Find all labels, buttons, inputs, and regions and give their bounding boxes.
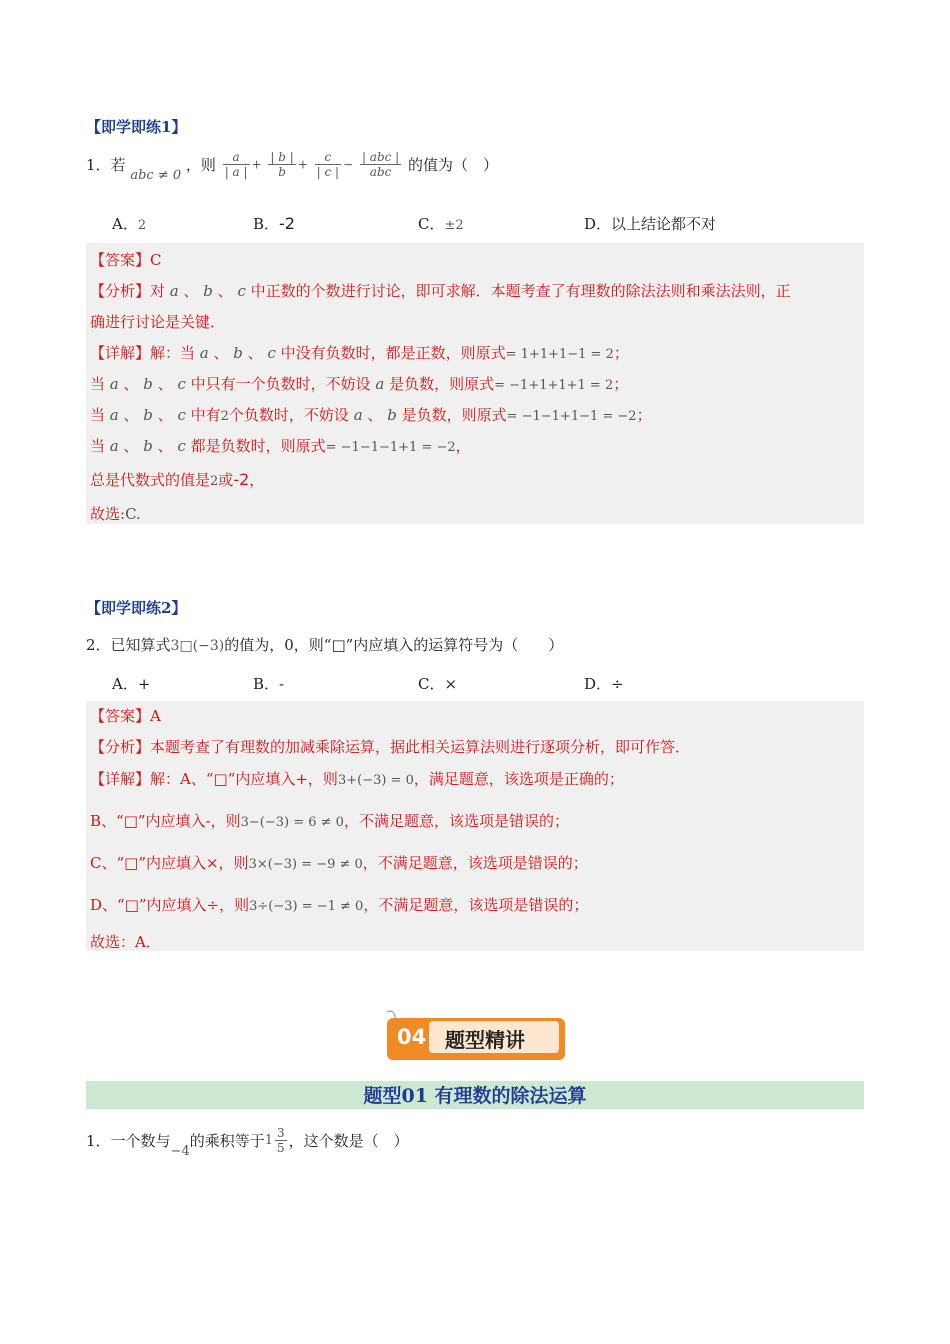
mixed-whole: 1	[264, 1133, 274, 1148]
fraction-3: $\frac{c}{| c |}$	[316, 150, 340, 179]
fraction-2: $\frac{| b |}{b}$	[270, 150, 294, 179]
section-badge	[385, 1010, 567, 1062]
option-a: A．2	[112, 215, 147, 233]
badge-text: 题型精讲	[445, 1028, 525, 1052]
section-question-1: 1．一个数与−4的乘积等于1 $\frac{3}{5}$ ，这个数是（ ）	[86, 1126, 409, 1159]
option-d: D．以上结论都不对	[584, 215, 717, 233]
answer-box-2	[86, 701, 864, 951]
detail2-line-3: C、“□”内应填入×，则3×(−3) = −9 ≠ 0，不满足题意，该选项是错误的；	[90, 854, 588, 872]
detail2-line-1: 【详解】解：A、“□”内应填入+，则3+(−3) = 0，满足题意，该选项是正确的；	[90, 770, 624, 788]
analysis-line-p2: 【分析】本题考查了有理数的加减乘除运算，据此相关运算法则进行逐项分析，即可作答．	[90, 738, 691, 756]
practice1-heading: 【即学即练1】	[86, 118, 187, 136]
q1-condition: abc ≠ 0	[130, 167, 182, 183]
practice2-heading: 【即学即练2】	[86, 599, 187, 617]
question-1: 1．若 abc ≠ 0 ，则 $\frac{a}{| a |}$ + $\frac{| b |}{b}$ + $\frac{c}{| c |}$ − $\frac{\text{| abc |}}{\text{abc}}$ 的值为（ ）	[86, 150, 499, 183]
analysis-line-2: 确进行讨论是关键．	[90, 313, 226, 331]
negative-four: −4	[170, 1143, 190, 1159]
mixed-fraction: $\frac{3}{5}$	[277, 1126, 285, 1155]
option2-b: B．-	[253, 675, 285, 693]
choose-line-2: 故选：A．	[90, 933, 161, 951]
detail-line-2: 当 a 、 b 、 c 中只有一个负数时，不妨设 a 是负数，则原式= −1+1+1+1 = 2；	[90, 375, 629, 393]
answer-box-1	[86, 243, 864, 524]
answer-line-2: 【答案】A	[90, 707, 161, 725]
detail2-line-4: D、“□”内应填入÷，则3÷(−3) = −1 ≠ 0，不满足题意，该选项是错误的；	[90, 896, 589, 914]
detail-line-3: 当 a 、 b 、 c 中有2个负数时，不妨设 a 、 b 是负数，则原式= −1−1+1−1 = −2；	[90, 406, 652, 424]
option2-c: C．×	[418, 675, 458, 693]
summary-line: 总是代数式的值是2或-2，	[90, 470, 265, 489]
option-c: C．±2	[418, 215, 464, 233]
q1-tail: 的值为（ ）	[408, 156, 499, 174]
fraction-4: $\frac{\text{| abc |}}{\text{abc}}$	[361, 150, 400, 179]
detail-line-4: 当 a 、 b 、 c 都是负数时，则原式= −1−1−1+1 = −2，	[90, 437, 471, 455]
analysis-line: 【分析】对 a 、 b 、 c 中正数的个数进行讨论，即可求解．本题考查了有理数的除法法则和乘法法则，正	[90, 282, 791, 300]
question-2: 2．已知算式3□(−3)的值为，0，则“□”内应填入的运算符号为（ ）	[86, 636, 564, 654]
section-title: 题型01 有理数的除法运算	[86, 1081, 864, 1109]
detail2-line-2: B、“□”内应填入-，则3−(−3) = 6 ≠ 0，不满足题意，该选项是错误的；	[90, 812, 569, 830]
answer-line: 【答案】C	[90, 251, 162, 269]
q1-then: ，则	[185, 156, 216, 174]
badge-number: 04	[397, 1025, 427, 1049]
choose-line: 故选:C.	[90, 505, 141, 523]
option2-d: D．÷	[584, 675, 624, 693]
detail-line-1: 【详解】解：当 a 、 b 、 c 中没有负数时，都是正数，则原式= 1+1+1−1 = 2；	[90, 344, 629, 362]
fraction-1: $\frac{a}{| a |}$	[224, 150, 248, 179]
option2-a: A．+	[112, 675, 151, 693]
option-b: B．-2	[253, 214, 295, 233]
q1-prefix: 1．若	[86, 156, 126, 174]
